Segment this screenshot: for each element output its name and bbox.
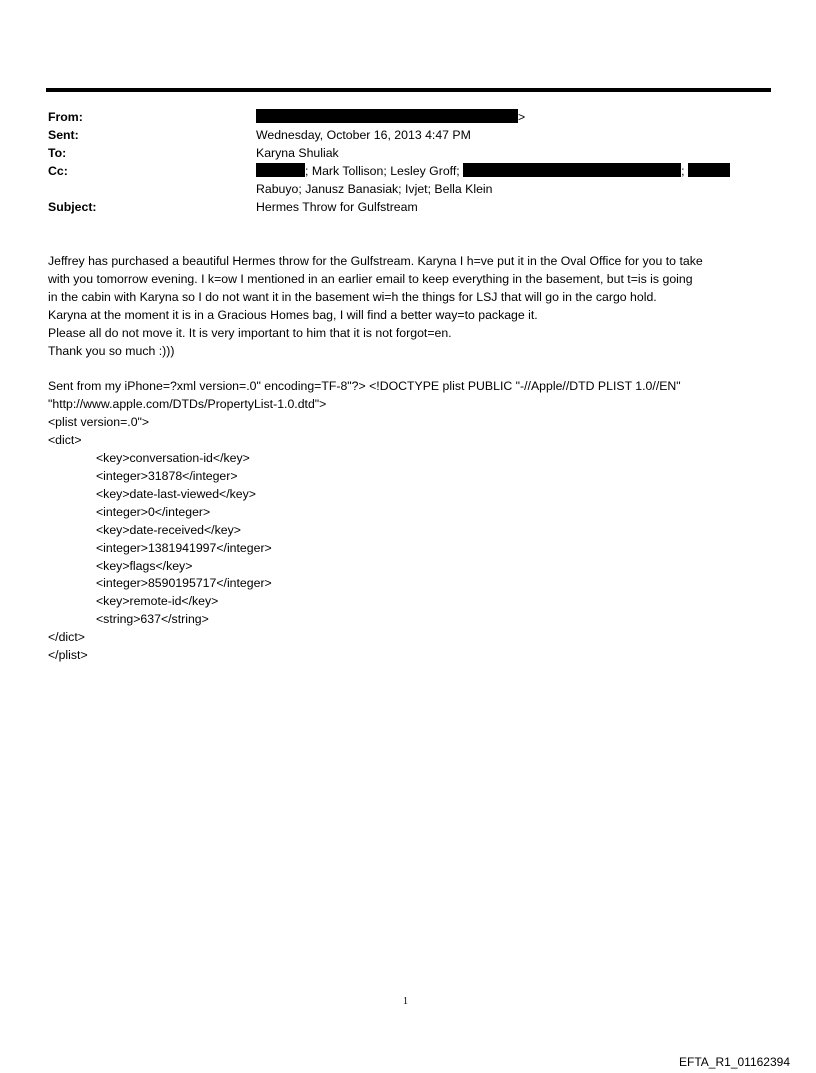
dict-line: <key>remote-id</key> — [96, 594, 219, 609]
page-number: 1 — [403, 996, 408, 1007]
plist-line: Sent from my iPhone=?xml version=.0" encoding=TF-8"?> <!DOCTYPE plist PUBLIC "-//Apple//DTD PLIST 1.0//EN" — [48, 379, 681, 394]
email-header — [48, 108, 768, 216]
from-row — [48, 108, 768, 126]
plist-closing-line: </plist> — [48, 648, 88, 663]
redaction-block — [256, 109, 518, 123]
body-line: Thank you so much :))) — [48, 343, 175, 358]
body-line: with you tomorrow evening. I k=ow I mentioned in an earlier email to keep everything in the basement, but t=is is going — [48, 271, 693, 286]
subject-value: Hermes Throw for Gulfstream — [256, 200, 418, 214]
redaction-block — [256, 163, 305, 177]
sent-label: Sent: — [48, 128, 79, 142]
from-suffix: > — [518, 110, 526, 124]
cc-recipients-line2: Rabuyo; Janusz Banasiak; Ivjet; Bella Klein — [256, 182, 493, 196]
sent-row — [48, 126, 768, 144]
cc-value — [256, 162, 768, 180]
subject-label: Subject: — [48, 200, 97, 214]
plist-line: <dict> — [48, 433, 82, 448]
plist-closing-line: </dict> — [48, 630, 85, 645]
sent-value: Wednesday, October 16, 2013 4:47 PM — [256, 128, 471, 142]
dict-line: <key>date-last-viewed</key> — [96, 486, 256, 501]
body-line: Jeffrey has purchased a beautiful Hermes throw for the Gulfstream. Karyna I h=ve put it in the Oval Office for you to take — [48, 254, 703, 268]
cc-row — [48, 162, 768, 180]
dict-line: <key>conversation-id</key> — [96, 451, 250, 466]
from-label: From: — [48, 110, 83, 124]
cc-recipients-part2: ; — [681, 164, 685, 178]
redaction-block — [688, 163, 730, 177]
dict-line: <integer>1381941997</integer> — [96, 540, 272, 555]
dict-line: <integer>0</integer> — [96, 504, 211, 519]
to-label: To: — [48, 146, 67, 160]
cc-row-continued — [48, 180, 768, 198]
header-rule — [46, 88, 771, 92]
dict-line: <key>flags</key> — [96, 558, 193, 573]
email-body — [48, 253, 773, 665]
dict-line: <key>date-received</key> — [96, 522, 241, 537]
plist-line: "http://www.apple.com/DTDs/PropertyList-1.0.dtd"> — [48, 397, 327, 412]
body-line: Karyna at the moment it is in a Gracious Homes bag, I will find a better way=to package it. — [48, 307, 538, 322]
body-line: Please all do not move it. It is very important to him that it is not forgot=en. — [48, 325, 452, 340]
from-value — [256, 108, 768, 126]
cc-label: Cc: — [48, 164, 68, 178]
redaction-block — [463, 163, 681, 177]
dict-line: <string>637</string> — [96, 612, 209, 627]
cc-recipients-part1: ; Mark Tollison; Lesley Groff; — [305, 164, 460, 178]
body-line: in the cabin with Karyna so I do not want it in the basement wi=h the things for LSJ that will go in the cargo hold. — [48, 289, 657, 304]
dict-line: <integer>31878</integer> — [96, 468, 238, 483]
subject-row — [48, 198, 768, 216]
bates-number: EFTA_R1_01162394 — [679, 1055, 790, 1069]
plist-line: <plist version=.0"> — [48, 415, 150, 430]
to-row — [48, 144, 768, 162]
to-value: Karyna Shuliak — [256, 146, 339, 160]
dict-line: <integer>8590195717</integer> — [96, 576, 272, 591]
